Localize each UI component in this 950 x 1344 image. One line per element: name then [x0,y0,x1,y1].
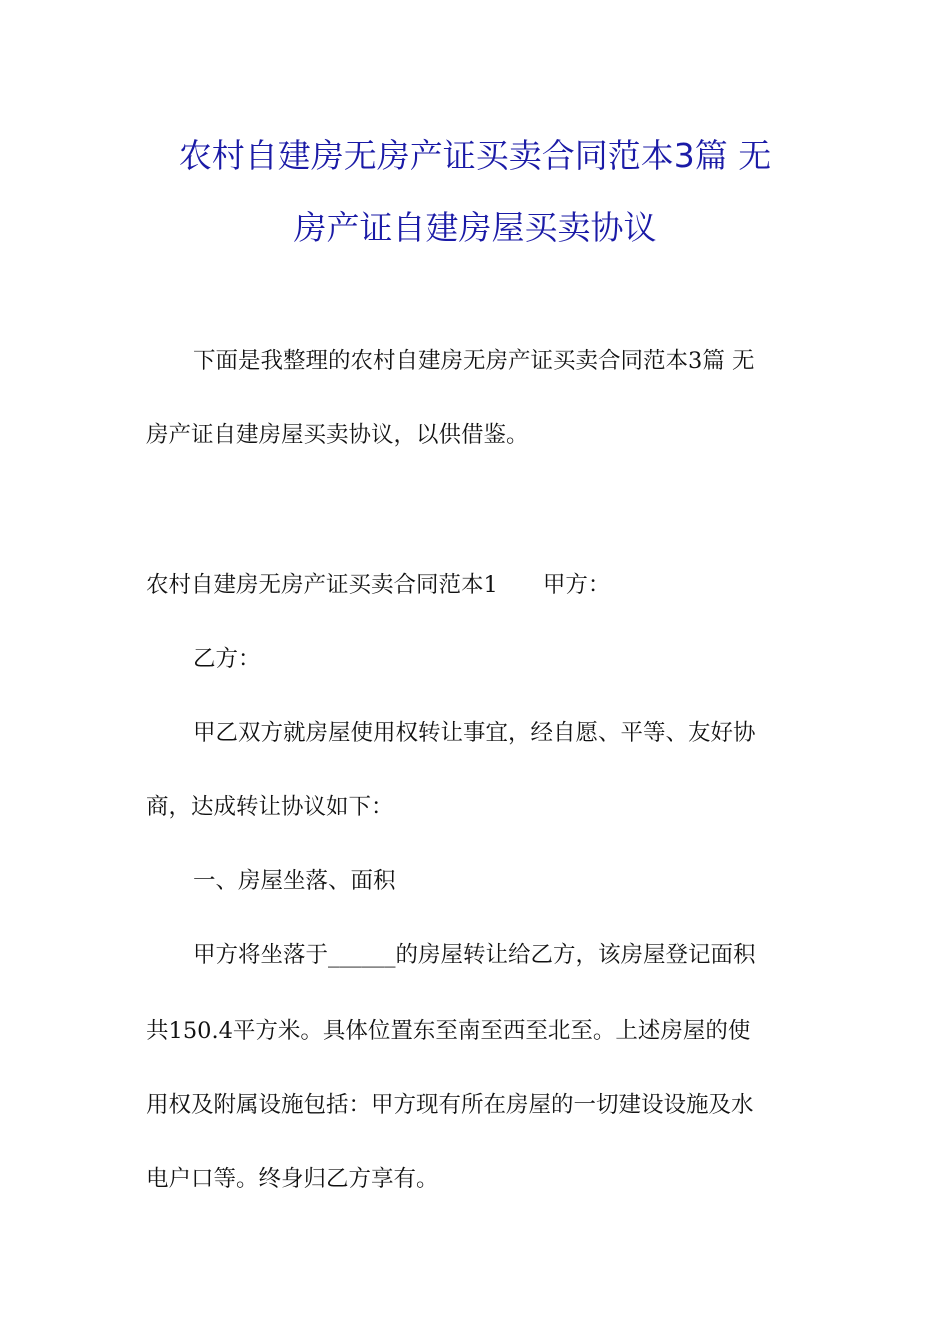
clause-paragraph-line-3: 用权及附属设施包括：甲方现有所在房屋的一切建设设施及水 [146,1092,754,1118]
agreement-paragraph-line-1: 甲乙双方就房屋使用权转让事宜，经自愿、平等、友好协 [193,720,756,746]
clause-paragraph-line-1: 甲方将坐落于______的房屋转让给乙方，该房屋登记面积 [193,942,756,968]
agreement-paragraph-line-2: 商，达成转让协议如下： [146,794,394,820]
clause-paragraph-line-2: 共150.4平方米。具体位置东至南至西至北至。上述房屋的使 [146,1018,751,1044]
party-b-label: 乙方： [193,646,261,672]
clause-heading-1: 一、房屋坐落、面积 [193,868,396,894]
document-title-line-1: 农村自建房无房产证买卖合同范本3篇 无 [178,136,772,175]
intro-paragraph-line-2: 房产证自建房屋买卖协议，以供借鉴。 [146,422,529,448]
intro-paragraph-line-1: 下面是我整理的农村自建房无房产证买卖合同范本3篇 无 [193,348,755,374]
clause-paragraph-line-4: 电户口等。终身归乙方享有。 [146,1166,439,1192]
document-title-line-2: 房产证自建房屋买卖协议 [293,208,657,247]
section-heading-template-1: 农村自建房无房产证买卖合同范本1 甲方： [146,572,611,598]
